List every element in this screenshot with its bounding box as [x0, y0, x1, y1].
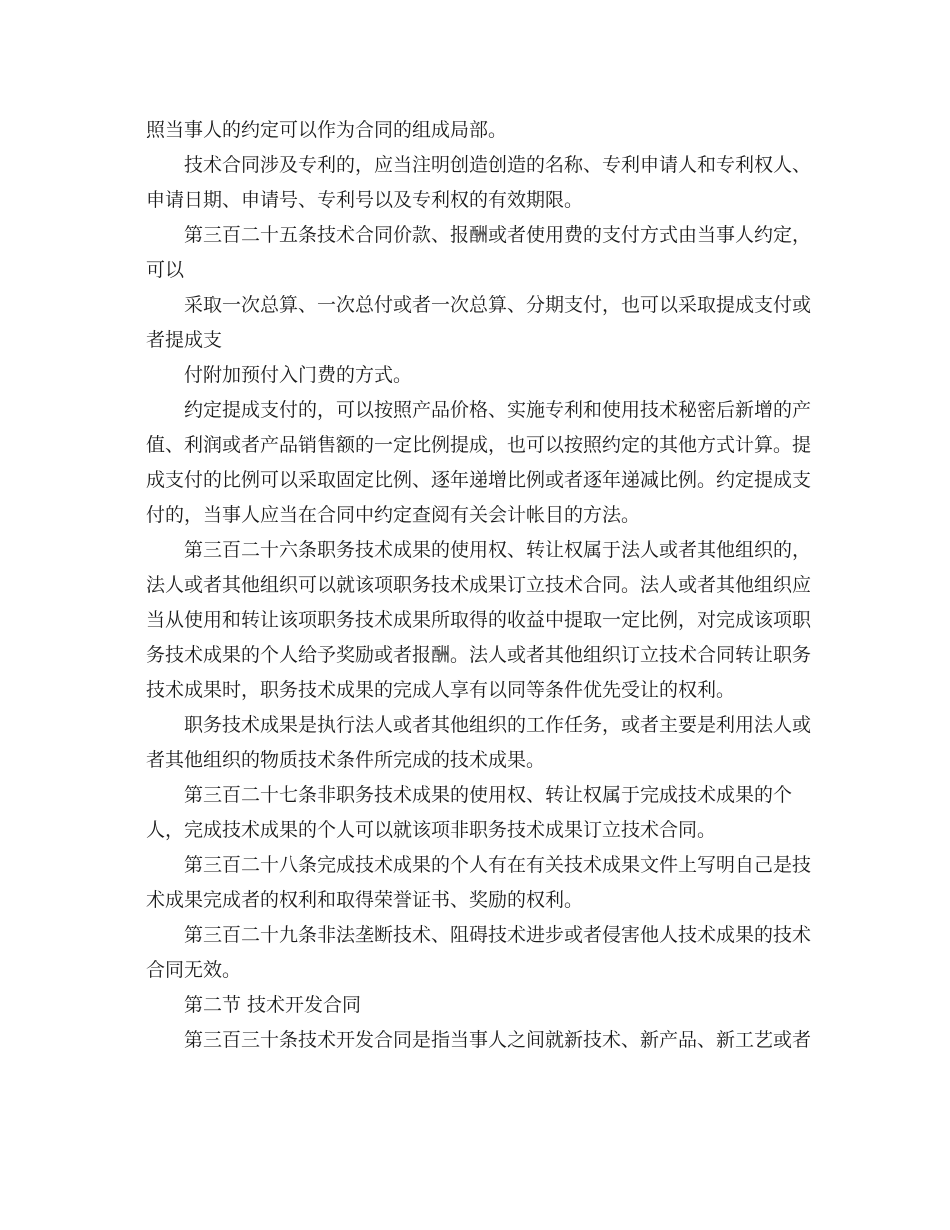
text-line: 付的，当事人应当在合同中约定查阅有关会计帐目的方法。	[146, 504, 641, 526]
text-line: 值、利润或者产品销售额的一定比例提成，也可以按照约定的其他方式计算。提	[146, 434, 812, 456]
text-line: 技术成果时，职务技术成果的完成人享有以同等条件优先受让的权利。	[146, 679, 736, 701]
text-line: 照当事人的约定可以作为合同的组成局部。	[146, 119, 508, 141]
text-line: 成支付的比例可以采取固定比例、逐年递增比例或者逐年递减比例。约定提成支	[146, 469, 812, 491]
text-line: 第三百二十六条职务技术成果的使用权、转让权属于法人或者其他组织的，	[184, 539, 812, 561]
text-line: 付附加预付入门费的方式。	[184, 364, 413, 386]
section-heading: 第二节 技术开发合同	[184, 994, 362, 1016]
text-line: 技术合同涉及专利的，应当注明创造创造的名称、专利申请人和专利权人、	[184, 154, 812, 176]
text-line: 采取一次总算、一次总付或者一次总算、分期支付，也可以采取提成支付或	[184, 294, 812, 316]
text-line: 申请日期、申请号、专利号以及专利权的有效期限。	[146, 189, 584, 211]
text-line: 第三百二十七条非职务技术成果的使用权、转让权属于完成技术成果的个	[184, 784, 793, 806]
text-line: 法人或者其他组织可以就该项职务技术成果订立技术合同。法人或者其他组织应	[146, 574, 812, 596]
document-body	[146, 113, 812, 1058]
text-line: 者提成支	[146, 329, 223, 351]
text-line: 务技术成果的个人给予奖励或者报酬。法人或者其他组织订立技术合同转让职务	[146, 644, 812, 666]
text-line: 合同无效。	[146, 959, 242, 981]
text-line: 第三百三十条技术开发合同是指当事人之间就新技术、新产品、新工艺或者	[184, 1029, 812, 1051]
text-line: 职务技术成果是执行法人或者其他组织的工作任务，或者主要是利用法人或	[184, 714, 812, 736]
text-line: 第三百二十九条非法垄断技术、阻碍技术进步或者侵害他人技术成果的技术	[184, 924, 812, 946]
text-line: 第三百二十五条技术合同价款、报酬或者使用费的支付方式由当事人约定，	[184, 224, 812, 246]
text-line: 当从使用和转让该项职务技术成果所取得的收益中提取一定比例，对完成该项职	[146, 609, 812, 631]
text-line: 术成果完成者的权利和取得荣誉证书、奖励的权利。	[146, 889, 584, 911]
text-line: 人，完成技术成果的个人可以就该项非职务技术成果订立技术合同。	[146, 819, 717, 841]
text-line: 第三百二十八条完成技术成果的个人有在有关技术成果文件上写明自己是技	[184, 854, 812, 876]
text-line: 者其他组织的物质技术条件所完成的技术成果。	[146, 749, 546, 771]
text-line: 约定提成支付的，可以按照产品价格、实施专利和使用技术秘密后新增的产	[184, 399, 812, 421]
text-line: 可以	[146, 259, 185, 281]
